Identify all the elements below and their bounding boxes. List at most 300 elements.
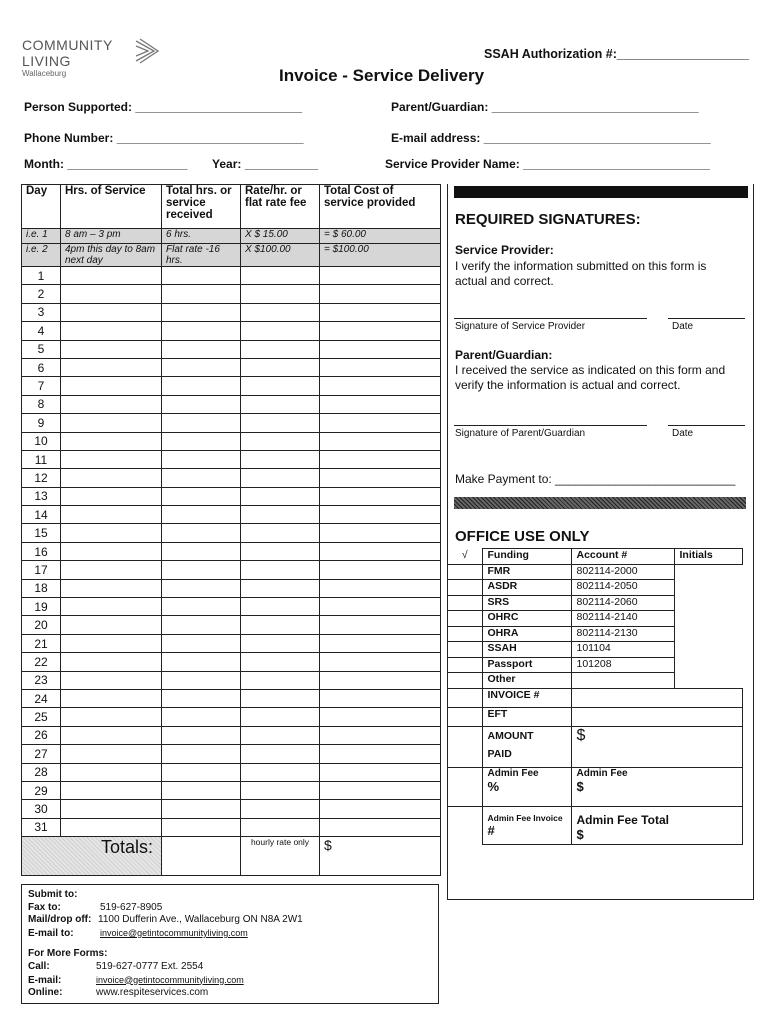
entry-cell[interactable]: [241, 745, 320, 763]
entry-cell[interactable]: [241, 781, 320, 799]
entry-cell[interactable]: [241, 303, 320, 321]
entry-cell[interactable]: [162, 653, 241, 671]
entry-cell[interactable]: [320, 800, 441, 818]
office-row: [448, 595, 743, 611]
office-check-cell[interactable]: [448, 673, 482, 689]
office-row: [448, 564, 743, 580]
entry-cell[interactable]: [320, 506, 441, 524]
funding-label: SSAH: [482, 642, 571, 658]
entry-cell[interactable]: [320, 781, 441, 799]
entry-cell[interactable]: [162, 322, 241, 340]
day-number: 31: [22, 818, 61, 836]
entry-cell[interactable]: [320, 708, 441, 726]
admin-fee-total-label: Admin Fee Total: [576, 812, 669, 827]
entry-cell[interactable]: [61, 634, 162, 652]
col-total-cost: Total Cost of service provided: [320, 185, 441, 229]
totals-label-cell: [22, 837, 162, 876]
entry-cell[interactable]: [162, 469, 241, 487]
provider-signature-line[interactable]: [454, 318, 647, 319]
entry-cell[interactable]: [241, 487, 320, 505]
entry-cell[interactable]: [320, 358, 441, 376]
account-number: 802114-2140: [571, 611, 674, 627]
totals-row: [22, 837, 441, 876]
example-cell: i.e. 2: [22, 244, 61, 267]
entry-cell[interactable]: [162, 745, 241, 763]
provider-name-field[interactable]: Service Provider Name: ____________________________: [385, 157, 710, 171]
office-header-row: [448, 549, 743, 565]
entry-cell[interactable]: [162, 598, 241, 616]
entry-cell[interactable]: [61, 598, 162, 616]
admin-fee-invoice-row: [448, 806, 743, 845]
entry-cell[interactable]: [241, 542, 320, 560]
day-number: 9: [22, 414, 61, 432]
entry-cell[interactable]: [320, 542, 441, 560]
totals-cost[interactable]: $: [320, 837, 441, 876]
entry-cell[interactable]: [61, 303, 162, 321]
entry-cell[interactable]: [241, 598, 320, 616]
example-cell: X $100.00: [241, 244, 320, 267]
entry-cell[interactable]: [241, 616, 320, 634]
required-signatures-title: REQUIRED SIGNATURES:: [455, 211, 641, 228]
office-check-cell[interactable]: [448, 595, 482, 611]
entry-cell[interactable]: [61, 745, 162, 763]
provider-text: I verify the information submitted on this form is actual and correct.: [455, 259, 707, 288]
day-number: 19: [22, 598, 61, 616]
entry-cell[interactable]: [241, 708, 320, 726]
office-table: [448, 548, 743, 845]
entry-cell[interactable]: [320, 598, 441, 616]
entry-cell[interactable]: [61, 671, 162, 689]
entry-cell[interactable]: [61, 561, 162, 579]
entry-cell[interactable]: [162, 579, 241, 597]
table-row: [22, 708, 441, 726]
entry-cell[interactable]: [61, 450, 162, 468]
eft-input[interactable]: [571, 707, 743, 726]
table-row: [22, 469, 441, 487]
online-link[interactable]: www.respiteservices.com: [96, 987, 209, 999]
day-number: 26: [22, 726, 61, 744]
office-row: [448, 673, 743, 689]
account-number: [571, 673, 674, 689]
entry-cell[interactable]: [320, 303, 441, 321]
table-row: [22, 726, 441, 744]
day-number: 24: [22, 689, 61, 707]
office-col-account: Account #: [571, 549, 674, 565]
email-field[interactable]: E-mail address: __________________________________: [391, 131, 711, 145]
eft-row: [448, 707, 743, 726]
account-number: 802114-2060: [571, 595, 674, 611]
entry-cell[interactable]: [241, 800, 320, 818]
entry-cell[interactable]: [320, 267, 441, 285]
col-rate: Rate/hr. or flat rate fee: [241, 185, 320, 229]
entry-cell[interactable]: [162, 340, 241, 358]
table-row: [22, 745, 441, 763]
percent-sign: %: [487, 778, 500, 794]
entry-cell[interactable]: [162, 450, 241, 468]
col-total-hrs: Total hrs. or service received: [162, 185, 241, 229]
entry-cell[interactable]: [320, 414, 441, 432]
entry-cell[interactable]: [320, 322, 441, 340]
entry-cell[interactable]: [320, 579, 441, 597]
table-row: [22, 653, 441, 671]
example-cell: = $100.00: [320, 244, 441, 267]
page-title: Invoice - Service Delivery: [279, 66, 485, 85]
entry-cell[interactable]: [162, 561, 241, 579]
entry-cell[interactable]: [320, 653, 441, 671]
entry-cell[interactable]: [162, 726, 241, 744]
office-check-cell[interactable]: [448, 564, 482, 580]
entry-cell[interactable]: [61, 689, 162, 707]
day-number: 28: [22, 763, 61, 781]
day-number: 16: [22, 542, 61, 560]
parent-signature-label: Signature of Parent/Guardian: [455, 428, 586, 439]
admin-fee-percent[interactable]: [482, 767, 571, 806]
entry-cell[interactable]: [320, 726, 441, 744]
entry-cell[interactable]: [241, 285, 320, 303]
email2-label: E-mail:: [28, 974, 62, 986]
table-row: [22, 561, 441, 579]
example-cell: Flat rate -16 hrs.: [162, 244, 241, 267]
entry-cell[interactable]: [61, 542, 162, 560]
entry-cell[interactable]: [162, 689, 241, 707]
entry-cell[interactable]: [61, 340, 162, 358]
day-number: 3: [22, 303, 61, 321]
entry-cell[interactable]: [241, 395, 320, 413]
office-row: [448, 642, 743, 658]
check-icon: √: [448, 549, 482, 565]
entry-cell[interactable]: [241, 561, 320, 579]
entry-cell[interactable]: [61, 358, 162, 376]
entry-cell[interactable]: [162, 616, 241, 634]
ssah-authorization[interactable]: SSAH Authorization #:___________________: [484, 47, 749, 61]
day-number: 21: [22, 634, 61, 652]
entry-cell[interactable]: [241, 322, 320, 340]
paid-text: PAID: [487, 747, 512, 760]
table-row: [22, 689, 441, 707]
amount-label: [482, 726, 571, 767]
email-link[interactable]: invoice@getintocommunityliving.com: [100, 927, 248, 938]
entry-cell[interactable]: [162, 634, 241, 652]
entry-cell[interactable]: [241, 689, 320, 707]
submit-title: Submit to:: [28, 889, 78, 900]
entry-cell[interactable]: [320, 616, 441, 634]
account-number: 802114-2050: [571, 580, 674, 596]
office-check-cell[interactable]: [448, 611, 482, 627]
admin-fee-invoice-label: Admin Fee Invoice: [487, 812, 563, 823]
entry-cell[interactable]: [61, 708, 162, 726]
entry-cell[interactable]: [241, 653, 320, 671]
table-row: [22, 524, 441, 542]
day-number: 15: [22, 524, 61, 542]
entry-cell[interactable]: [162, 818, 241, 836]
entry-cell[interactable]: [320, 377, 441, 395]
funding-label: SRS: [482, 595, 571, 611]
entry-cell[interactable]: [320, 634, 441, 652]
divider-bar: [454, 186, 748, 198]
office-check-cell[interactable]: [448, 657, 482, 673]
service-table: [21, 184, 441, 876]
entry-cell[interactable]: [162, 800, 241, 818]
example-cell: 6 hrs.: [162, 229, 241, 244]
funding-label: Other: [482, 673, 571, 689]
invoice-label: INVOICE #: [482, 688, 571, 707]
entry-cell[interactable]: [241, 450, 320, 468]
funding-label: FMR: [482, 564, 571, 580]
entry-cell[interactable]: [320, 763, 441, 781]
office-col-funding: Funding: [482, 549, 571, 565]
office-use-title: OFFICE USE ONLY: [455, 528, 590, 545]
day-number: 29: [22, 781, 61, 799]
day-number: 17: [22, 561, 61, 579]
example-cell: i.e. 1: [22, 229, 61, 244]
example-row: [22, 244, 441, 267]
entry-cell[interactable]: [320, 524, 441, 542]
entry-cell[interactable]: [241, 579, 320, 597]
parent-date-label: Date: [672, 428, 694, 439]
account-number: 101104: [571, 642, 674, 658]
office-row: [448, 657, 743, 673]
entry-cell[interactable]: [162, 542, 241, 560]
entry-cell[interactable]: [241, 524, 320, 542]
table-row: [22, 303, 441, 321]
entry-cell[interactable]: [61, 616, 162, 634]
amount-row: [448, 726, 743, 767]
col-day: Day: [22, 185, 61, 229]
logo-subtext: Wallaceburg: [22, 69, 67, 78]
day-number: 8: [22, 395, 61, 413]
entry-cell[interactable]: [61, 322, 162, 340]
entry-cell[interactable]: [320, 561, 441, 579]
logo: [22, 37, 162, 78]
invoice-input[interactable]: [571, 688, 743, 707]
entry-cell[interactable]: [241, 763, 320, 781]
entry-cell[interactable]: [241, 432, 320, 450]
entry-cell[interactable]: [162, 414, 241, 432]
example-row: [22, 229, 441, 244]
provider-date-line[interactable]: [668, 318, 745, 319]
day-number: 10: [22, 432, 61, 450]
entry-cell[interactable]: [61, 579, 162, 597]
entry-cell[interactable]: [320, 689, 441, 707]
person-supported-field[interactable]: Person Supported: _________________________: [24, 100, 303, 114]
example-cell: X $ 15.00: [241, 229, 320, 244]
entry-cell[interactable]: [61, 800, 162, 818]
entry-cell[interactable]: [320, 432, 441, 450]
funding-label: ASDR: [482, 580, 571, 596]
entry-cell[interactable]: [241, 469, 320, 487]
office-col-initials: Initials: [674, 549, 743, 565]
table-row: [22, 450, 441, 468]
entry-cell[interactable]: [162, 708, 241, 726]
entry-cell[interactable]: [61, 395, 162, 413]
entry-cell[interactable]: [320, 285, 441, 303]
entry-cell[interactable]: [162, 781, 241, 799]
amount-text: AMOUNT: [487, 729, 534, 742]
entry-cell[interactable]: [61, 414, 162, 432]
totals-hours[interactable]: [162, 837, 241, 876]
admin-fee-total-dollar: $: [576, 826, 584, 842]
entry-cell[interactable]: [241, 671, 320, 689]
admin-fee-dollar: $: [576, 778, 584, 794]
entry-cell[interactable]: [61, 763, 162, 781]
office-check-cell[interactable]: [448, 642, 482, 658]
admin-fee-row: [448, 767, 743, 806]
hourly-note: hourly rate only: [241, 837, 320, 876]
day-number: 18: [22, 579, 61, 597]
table-row: [22, 358, 441, 376]
entry-cell[interactable]: [320, 450, 441, 468]
entry-cell[interactable]: [162, 303, 241, 321]
entry-cell[interactable]: [162, 358, 241, 376]
entry-cell[interactable]: [162, 487, 241, 505]
entry-cell[interactable]: [241, 726, 320, 744]
entry-cell[interactable]: [162, 395, 241, 413]
entry-cell[interactable]: [162, 671, 241, 689]
day-number: 6: [22, 358, 61, 376]
mail-label: Mail/drop off:: [28, 914, 92, 926]
amount-input[interactable]: $: [571, 726, 743, 767]
entry-cell[interactable]: [241, 267, 320, 285]
example-cell: 4pm this day to 8am next day: [61, 244, 162, 267]
entry-cell[interactable]: [241, 377, 320, 395]
table-row: [22, 542, 441, 560]
day-number: 23: [22, 671, 61, 689]
funding-label: OHRA: [482, 626, 571, 642]
office-row: [448, 626, 743, 642]
entry-cell[interactable]: [162, 506, 241, 524]
table-row: [22, 322, 441, 340]
entry-cell[interactable]: [241, 506, 320, 524]
day-number: 20: [22, 616, 61, 634]
mail-address: 1100 Dufferin Ave., Wallaceburg ON N8A 2W1: [98, 914, 303, 926]
month-field[interactable]: Month: __________________: [24, 157, 188, 171]
funding-label: OHRC: [482, 611, 571, 627]
entry-cell[interactable]: [241, 818, 320, 836]
account-number: 802114-2130: [571, 626, 674, 642]
entry-cell[interactable]: [320, 395, 441, 413]
entry-cell[interactable]: [320, 745, 441, 763]
admin-fee-invoice[interactable]: [482, 806, 571, 845]
day-number: 13: [22, 487, 61, 505]
make-payment-field[interactable]: Make Payment to: ___________________________: [455, 472, 736, 486]
day-number: 22: [22, 653, 61, 671]
office-check-cell[interactable]: [448, 626, 482, 642]
table-row: [22, 800, 441, 818]
logo-swoosh-icon: [134, 37, 160, 65]
entry-cell[interactable]: [162, 432, 241, 450]
day-number: 11: [22, 450, 61, 468]
entry-cell[interactable]: [61, 524, 162, 542]
day-number: 30: [22, 800, 61, 818]
fax-number: 519-627-8905: [100, 901, 163, 913]
entry-cell[interactable]: [61, 726, 162, 744]
day-number: 25: [22, 708, 61, 726]
entry-cell[interactable]: [320, 469, 441, 487]
hash-sign: #: [487, 822, 495, 838]
divider-bar-2: [454, 497, 746, 509]
entry-cell[interactable]: [241, 634, 320, 652]
parent-signature-line[interactable]: [454, 425, 647, 426]
fax-label: Fax to:: [28, 901, 61, 913]
table-row: [22, 634, 441, 652]
table-row: [22, 414, 441, 432]
admin-fee-amount[interactable]: [571, 767, 743, 806]
col-hrs-service: Hrs. of Service: [61, 185, 162, 229]
entry-cell[interactable]: [320, 671, 441, 689]
account-number: 101208: [571, 657, 674, 673]
entry-cell[interactable]: [162, 763, 241, 781]
parent-title: Parent/Guardian:: [455, 348, 553, 362]
call-number: 519-627-0777 Ext. 2554: [96, 960, 204, 972]
call-label: Call:: [28, 960, 50, 972]
year-field[interactable]: Year: ___________: [212, 157, 319, 171]
entry-cell[interactable]: [320, 818, 441, 836]
entry-cell[interactable]: [162, 285, 241, 303]
table-row: [22, 395, 441, 413]
table-row: [22, 598, 441, 616]
parent-guardian-field[interactable]: Parent/Guardian: _______________________________: [391, 100, 699, 114]
table-row: [22, 377, 441, 395]
entry-cell[interactable]: [320, 487, 441, 505]
entry-cell[interactable]: [61, 653, 162, 671]
table-header-row: [22, 185, 441, 229]
table-row: [22, 616, 441, 634]
entry-cell[interactable]: [61, 432, 162, 450]
table-row: [22, 781, 441, 799]
entry-cell[interactable]: [241, 414, 320, 432]
entry-cell[interactable]: [162, 524, 241, 542]
office-row: [448, 611, 743, 627]
entry-cell[interactable]: [61, 267, 162, 285]
entry-cell[interactable]: [61, 818, 162, 836]
entry-cell[interactable]: [320, 340, 441, 358]
entry-cell[interactable]: [61, 506, 162, 524]
admin-fee-total[interactable]: [571, 806, 743, 845]
email2-link[interactable]: invoice@getintocommunityliving.com: [96, 974, 244, 985]
day-number: 2: [22, 285, 61, 303]
office-check-cell[interactable]: [448, 580, 482, 596]
entry-cell[interactable]: [241, 340, 320, 358]
provider-date-label: Date: [672, 321, 694, 332]
entry-cell[interactable]: [61, 285, 162, 303]
account-number: 802114-2000: [571, 564, 674, 580]
phone-field[interactable]: Phone Number: ____________________________: [24, 131, 304, 145]
office-row: [448, 580, 743, 596]
funding-label: Passport: [482, 657, 571, 673]
entry-cell[interactable]: [61, 377, 162, 395]
entry-cell[interactable]: [61, 469, 162, 487]
day-number: 7: [22, 377, 61, 395]
example-cell: = $ 60.00: [320, 229, 441, 244]
parent-date-line[interactable]: [668, 425, 745, 426]
entry-cell[interactable]: [61, 487, 162, 505]
table-row: [22, 763, 441, 781]
admin-fee-label-2: Admin Fee: [576, 767, 628, 779]
entry-cell[interactable]: [241, 358, 320, 376]
table-row: [22, 432, 441, 450]
day-number: 14: [22, 506, 61, 524]
table-row: [22, 818, 441, 836]
totals-label: Totals:: [100, 837, 153, 858]
day-number: 27: [22, 745, 61, 763]
entry-cell[interactable]: [162, 267, 241, 285]
entry-cell[interactable]: [162, 377, 241, 395]
parent-text: I received the service as indicated on this form and verify the information is actual and correct.: [455, 363, 726, 392]
admin-fee-label: Admin Fee: [487, 767, 539, 779]
entry-cell[interactable]: [61, 781, 162, 799]
logo-text: COMMUNITY LIVING: [22, 37, 113, 69]
table-row: [22, 579, 441, 597]
